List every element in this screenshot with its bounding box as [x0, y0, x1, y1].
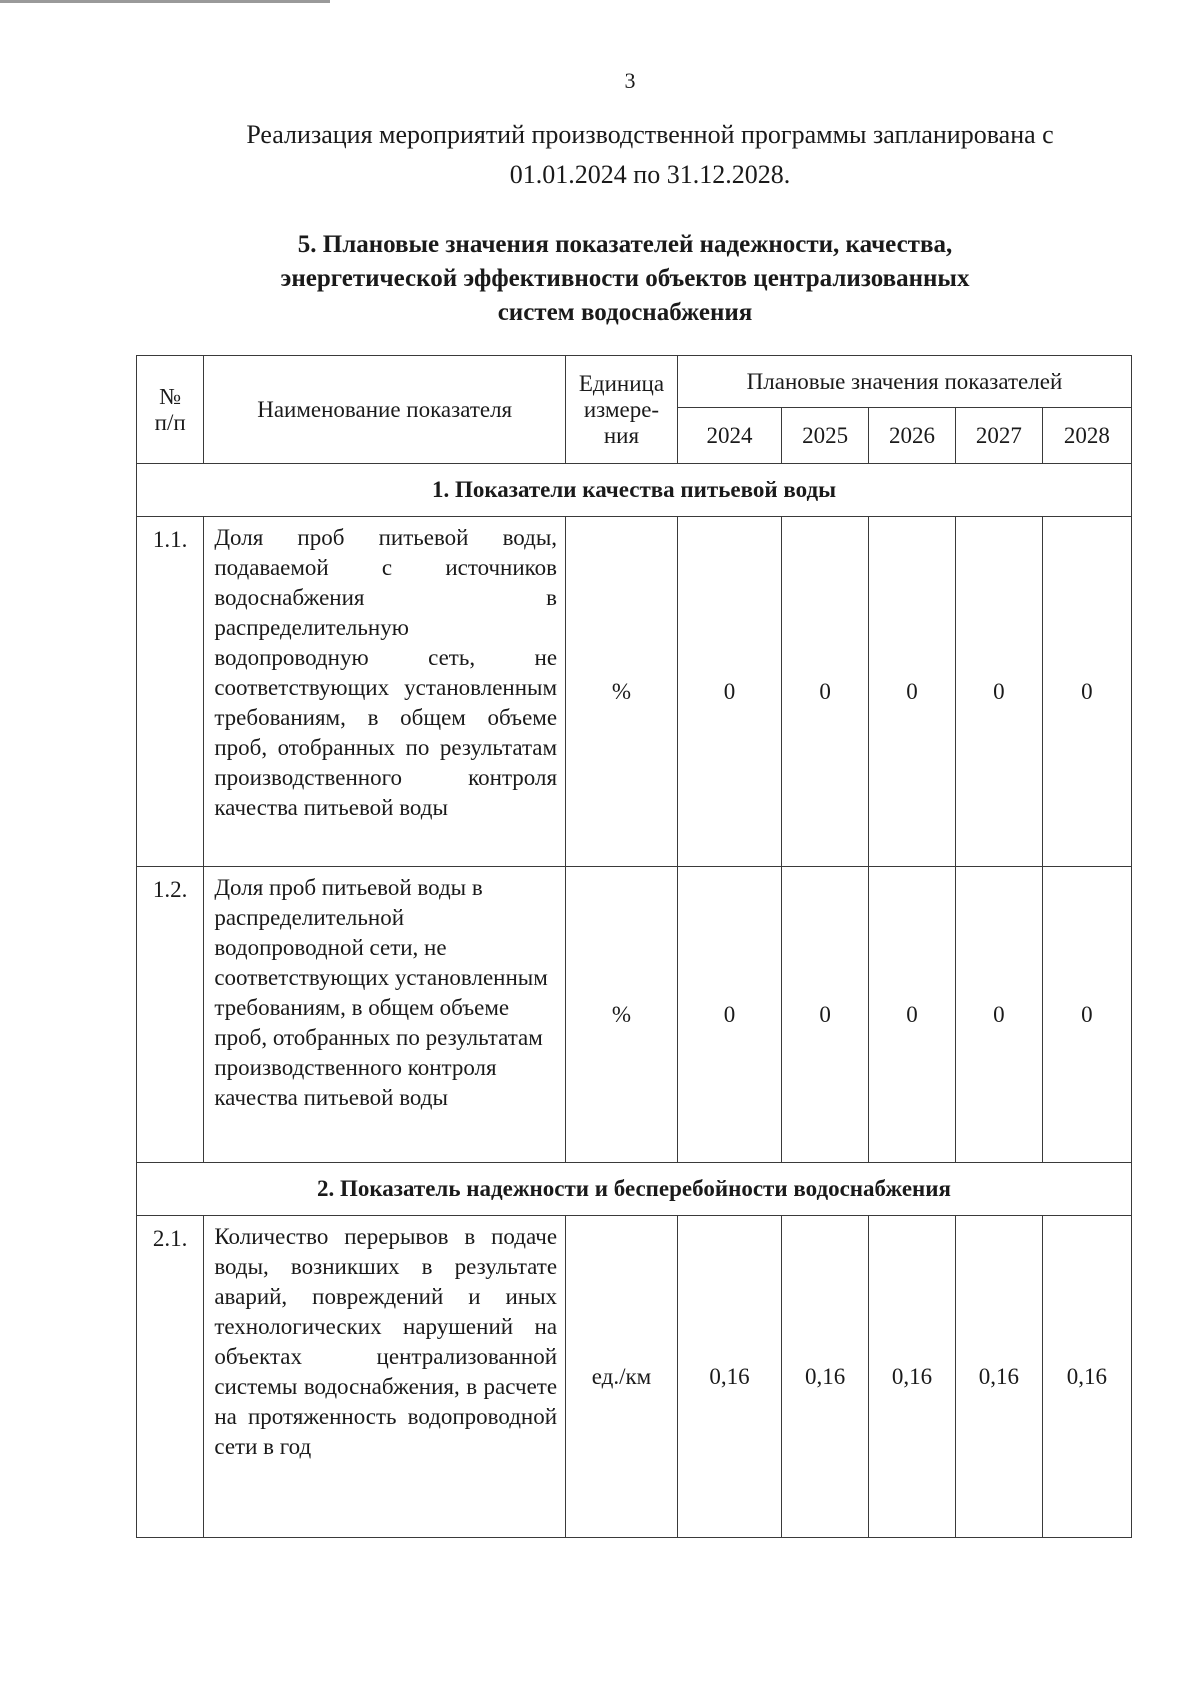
header-unit: Единица измере-ния — [566, 356, 678, 464]
row-value: 0 — [869, 517, 956, 867]
table-row — [137, 1216, 1132, 1538]
header-year: 2025 — [782, 408, 869, 464]
group-title: 2. Показатель надежности и бесперебойности водоснабжения — [137, 1163, 1132, 1216]
row-value: 0 — [955, 867, 1042, 1163]
header-year: 2027 — [955, 408, 1042, 464]
section-title-line: 5. Плановые значения показателей надежности, качества, — [297, 231, 953, 258]
section-title — [190, 228, 1060, 330]
row-num: 2.1. — [137, 1216, 204, 1538]
row-value: 0 — [1042, 517, 1131, 867]
row-value: 0 — [782, 517, 869, 867]
row-value: 0 — [677, 867, 781, 1163]
row-value: 0 — [955, 517, 1042, 867]
page-number: 3 — [624, 68, 636, 93]
scan-edge-mark — [0, 0, 330, 3]
header-plan-values: Плановые значения показателей — [677, 356, 1131, 408]
row-num: 1.2. — [137, 867, 204, 1163]
section-title-line: энергетической эффективности объектов централизованных — [280, 265, 970, 292]
row-value: 0 — [677, 517, 781, 867]
row-value: 0,16 — [955, 1216, 1042, 1538]
group-title: 1. Показатели качества питьевой воды — [137, 464, 1132, 517]
header-year: 2026 — [869, 408, 956, 464]
row-name: Количество перерывов в подаче воды, возникших в результате аварий, повреждений и иных технологических нарушений на объектах централизованной системы водоснабжения, в расчете на протяженность водопроводной сети в год — [204, 1216, 566, 1538]
row-value: 0 — [1042, 867, 1131, 1163]
row-value: 0,16 — [677, 1216, 781, 1538]
row-unit: % — [566, 867, 678, 1163]
row-name: Доля проб питьевой воды в распределительной водопроводной сети, не соответствующих установленным требованиям, в общем объеме проб, отобранных по результатам производственного контроля качества питьевой воды — [204, 867, 566, 1163]
header-year: 2024 — [677, 408, 781, 464]
section-title-line: систем водоснабжения — [497, 299, 753, 326]
table-row — [137, 517, 1132, 867]
intro-paragraph: Реализация мероприятий производственной программы запланирована с 01.01.2024 по 31.12.2028. — [246, 120, 1054, 189]
row-unit: % — [566, 517, 678, 867]
header-num: № п/п — [137, 356, 204, 464]
header-year: 2028 — [1042, 408, 1131, 464]
indicators-table — [136, 355, 1132, 1538]
row-value: 0 — [782, 867, 869, 1163]
header-name: Наименование показателя — [204, 356, 566, 464]
row-name: Доля проб питьевой воды, подаваемой с источников водоснабжения в распределительную водопроводную сеть, не соответствующих установленным требованиям, в общем объеме проб, отобранных по результатам производственного контроля качества питьевой воды — [204, 517, 566, 867]
table-row — [137, 867, 1132, 1163]
row-value: 0,16 — [782, 1216, 869, 1538]
row-value: 0,16 — [1042, 1216, 1131, 1538]
row-value: 0 — [869, 867, 956, 1163]
row-value: 0,16 — [869, 1216, 956, 1538]
row-num: 1.1. — [137, 517, 204, 867]
row-unit: ед./км — [566, 1216, 678, 1538]
